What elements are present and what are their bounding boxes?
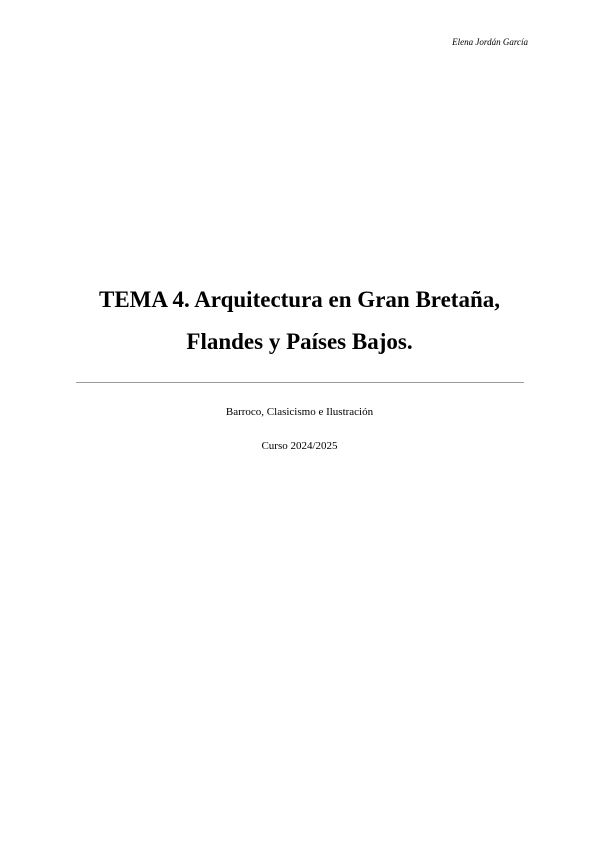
document-title xyxy=(40,279,559,363)
subject-subtitle: Barroco, Clasicismo e Ilustración xyxy=(225,406,374,418)
horizontal-divider xyxy=(76,382,524,383)
author-name: Elena Jordán García xyxy=(452,37,528,47)
course-year: Curso 2024/2025 xyxy=(261,440,338,452)
title-line-1: TEMA 4. Arquitectura en Gran Bretaña, xyxy=(98,287,500,312)
title-line-2: Flandes y Países Bajos. xyxy=(186,329,413,354)
